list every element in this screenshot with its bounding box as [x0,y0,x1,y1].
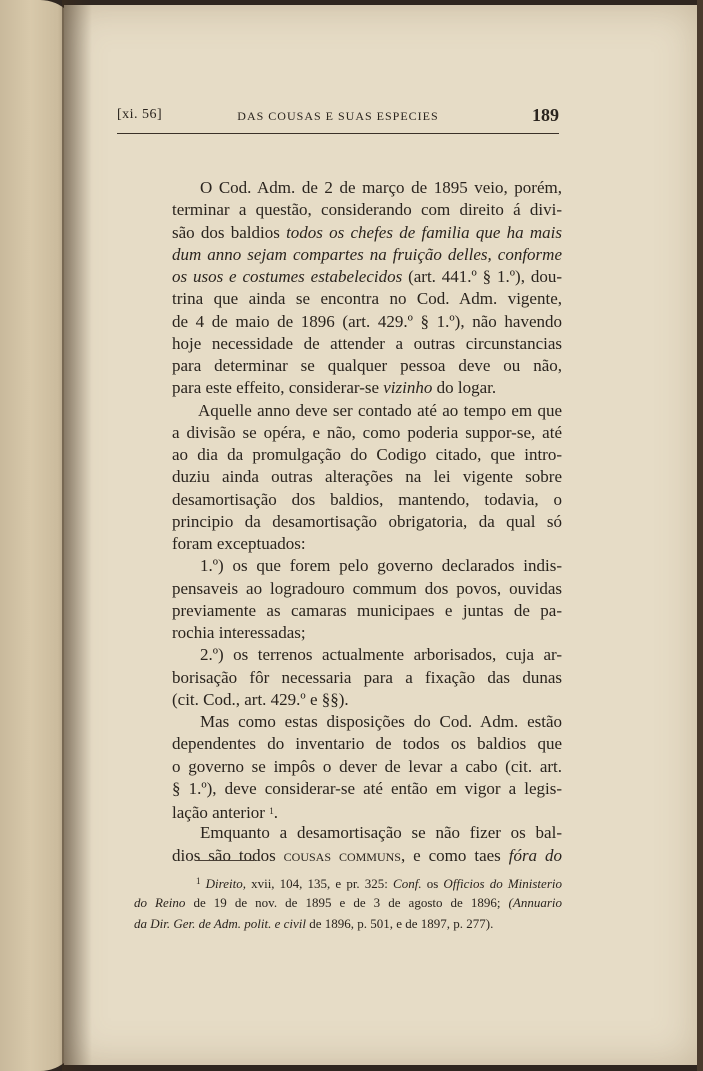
text-line: dependentes do inventario de todos os baldios que [172,734,562,754]
footnote-line: do Reino de 19 de nov. de 1895 e de 3 de agosto de 1896; (Annuario [134,895,562,910]
footnote [134,871,562,934]
section-reference: [xi. 56] [117,107,163,122]
text-line: principio da desamortisação obrigatoria, da qual só [172,511,562,531]
text-line: terminar a questão, considerando com direito á divi- [172,200,562,220]
text-line: 1.º) os que forem pelo governo declarados indis- [200,556,562,576]
text-line: desamortisação dos baldios, mantendo, todavia, o [172,489,562,509]
text-line: dum anno sejam compartes na fruição delles, conforme [172,244,562,264]
text-line: dios são todos cousas communs, e como taes fóra do [172,845,562,865]
text-line: 2.º) os terrenos actualmente arborisados, cuja ar- [200,645,562,665]
text-line: lação anterior $^1$. [172,803,278,822]
text-line: os usos e costumes estabelecidos (art. 441.º § 1.º), dou- [172,267,562,286]
page-number: 189 [532,105,559,125]
text-line: ao dia da promulgação do Codigo citado, que intro- [172,445,562,464]
text-line: foram exceptuados: [172,534,306,553]
text-line: (cit. Cod., art. 429.º e §§). [172,689,349,709]
text-line: para este effeito, considerar-se vizinho do logar. [172,378,497,398]
footnote-reference: 1 [269,806,274,816]
text-line: rochia interessadas; [172,623,306,642]
text-line: hoje necessidade de attender a outras circunstancias [172,333,562,353]
text-line: a divisão se opéra, e não, como poderia suppor-se, até [172,422,562,442]
text-line: duziu ainda outras alterações na lei vigente sobre [172,467,562,487]
running-head [117,105,559,131]
text-line: Mas como estas disposições do Cod. Adm. estão [200,712,562,731]
text-line: previamente as camaras municipaes e juntas de pa- [172,600,562,620]
gutter-shadow [62,0,92,1071]
text-line: trina que ainda se encontra no Cod. Adm. vigente, [172,289,562,309]
footnote-line: da Dir. Ger. de Adm. polit. e civil de 1896, p. 501, e de 1897, p. 277). [134,916,494,931]
header-rule [117,133,559,134]
text-line: borisação fôr necessaria para a fixação das dunas [172,667,562,687]
text-line: de 4 de maio de 1896 (art. 429.º § 1.º), não havendo [172,311,562,331]
footnote-line: $^1$ Direito, xvii, 104, 135, e pr. 325: Conf. os Officios do Ministerio [196,876,562,891]
text-line: O Cod. Adm. de 2 de março de 1895 veio, porém, [200,178,562,197]
text-line: são dos baldios todos os chefes de familia que ha mais [172,222,562,242]
text-line: Aquelle anno deve ser contado até ao tempo em que [198,400,562,420]
book-page [64,5,698,1065]
footnote-rule [196,860,254,861]
text-line: pensaveis ao logradouro commum dos povos, ouvidas [172,578,562,598]
body-text [172,177,562,867]
running-title: DAS COUSAS E SUAS ESPECIES [237,109,439,123]
text-line: Emquanto a desamortisação se não fizer os bal- [200,823,562,843]
text-line: § 1.º), deve considerar-se até então em vigor a legis- [172,778,562,798]
text-line: para determinar se qualquer pessoa deve ou não, [172,356,562,375]
right-page-edge [697,0,703,1071]
text-line: o governo se impôs o dever de levar a cabo (cit. art. [172,756,562,776]
